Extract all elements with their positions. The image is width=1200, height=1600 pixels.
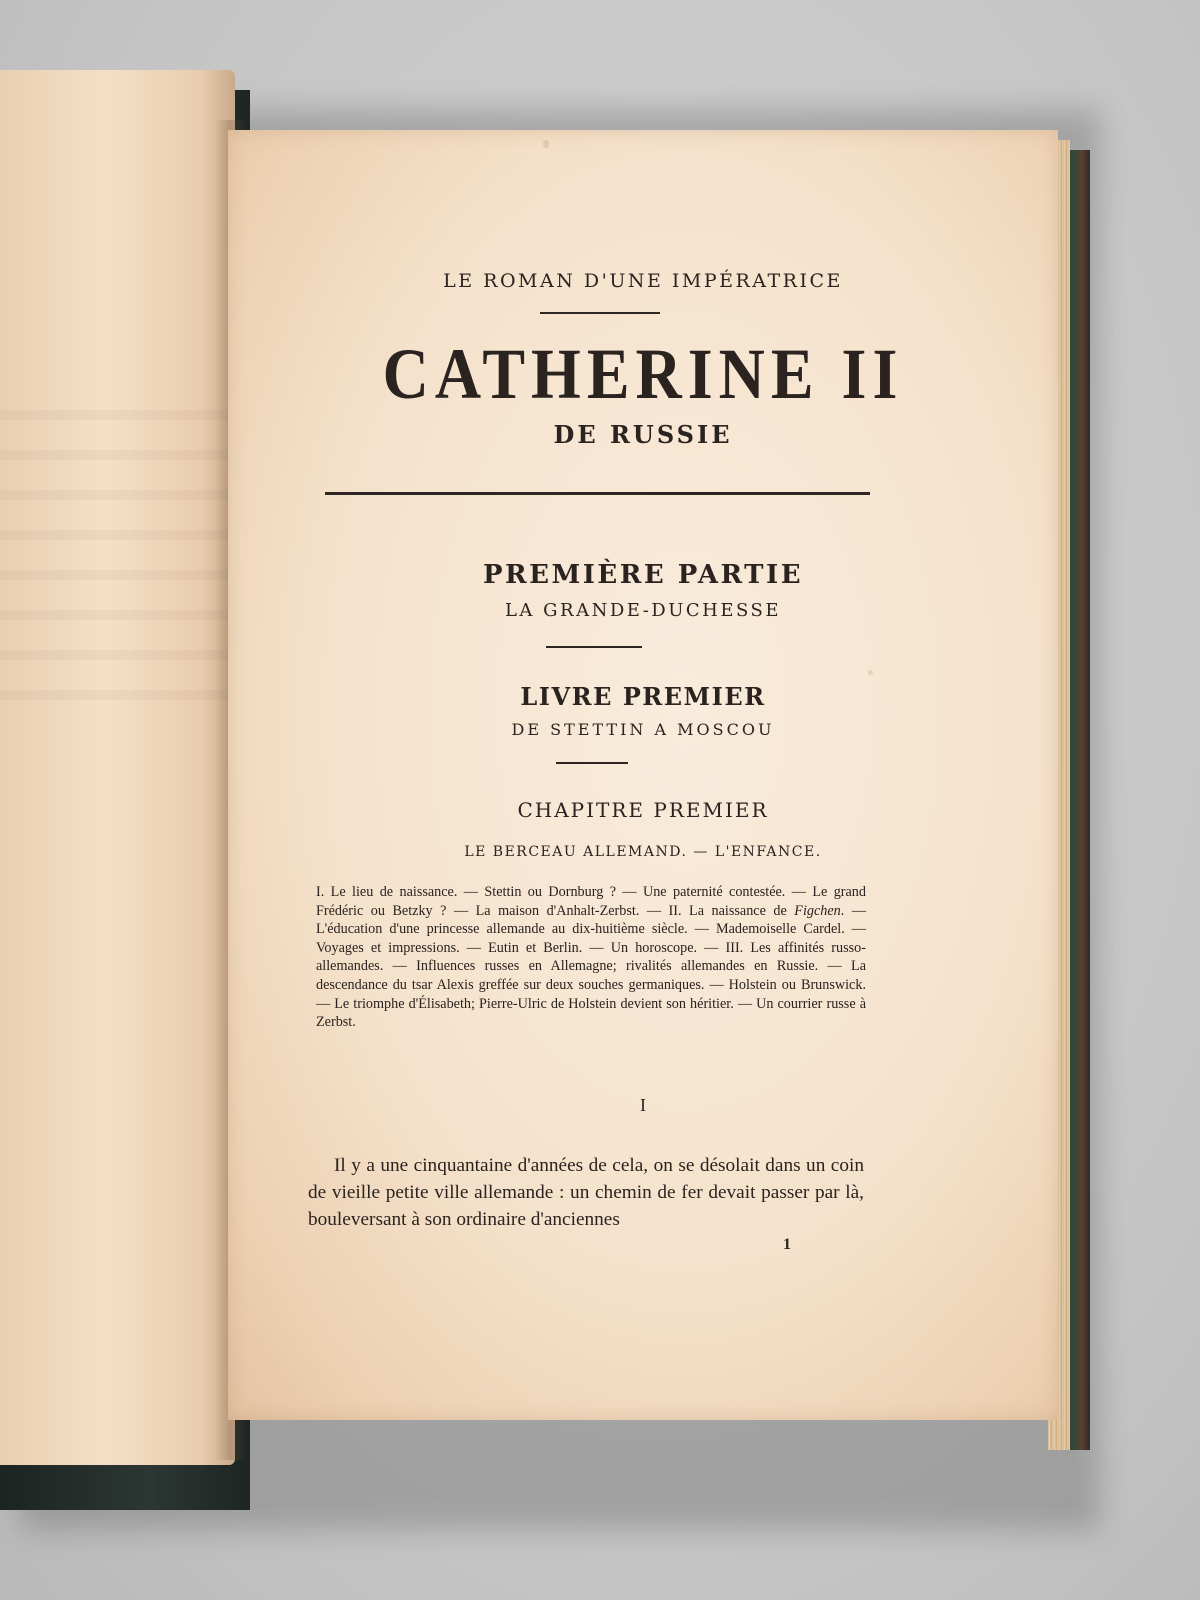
summary-italic: Figchen <box>794 902 841 919</box>
rule-short <box>540 312 660 314</box>
summary-lead: I. Le lieu de naissance. — Stettin ou Dornburg ? — Une paternité contestée. — Le grand Frédéric ou Betzky ? — La maison d'Anhalt-Zerbst. — II. La naissance de <box>316 884 866 919</box>
part-title: PREMIÈRE PARTIE <box>482 560 804 590</box>
chapter-title: CHAPITRE PREMIER <box>517 798 769 822</box>
subtitle: DE RUSSIE <box>553 420 733 449</box>
series-title: LE ROMAN D'UNE IMPÉRATRICE <box>443 270 843 292</box>
chapter-subtitle: LE BERCEAU ALLEMAND. — L'ENFANCE. <box>464 844 822 860</box>
main-title: CATHERINE II <box>382 334 904 414</box>
chapter-summary <box>316 883 866 1032</box>
book-subtitle: DE STETTIN A MOSCOU <box>511 720 775 739</box>
rule-short <box>556 762 628 764</box>
page-number: 1 <box>783 1236 791 1253</box>
part-subtitle: LA GRANDE-DUCHESSE <box>504 600 782 621</box>
right-page <box>228 130 1058 1420</box>
body-paragraph: Il y a une cinquantaine d'années de cela, on se désolait dans un coin de vieille petite ville allemande : un chemin de fer devait passer par là, bouleversant à son ordinaire d'anciennes <box>308 1155 864 1230</box>
page-content <box>228 130 1058 1420</box>
left-page <box>0 70 235 1465</box>
book-title: LIVRE PREMIER <box>520 682 766 711</box>
rule-long <box>325 492 870 495</box>
section-number: I <box>640 1095 646 1115</box>
rule-short <box>546 646 642 648</box>
summary-rest: . — L'éducation d'une princesse allemande au dix-huitième siècle. — Mademoiselle Cardel. — Voyages et impressions. — Eutin et Berlin. — Un horoscope. — III. Les affinités russo-allemandes. — Influences russes en Allemagne; rivalités allemandes en Russie. — La descendance du tsar Alexis greffée sur deux souches germaniques. — Holstein ou Brunswick. — Le triomphe d'Élisabeth; Pierre-Ulric de Holstein devient son héritier. — Un courrier russe à Zerbst. <box>316 902 867 1031</box>
